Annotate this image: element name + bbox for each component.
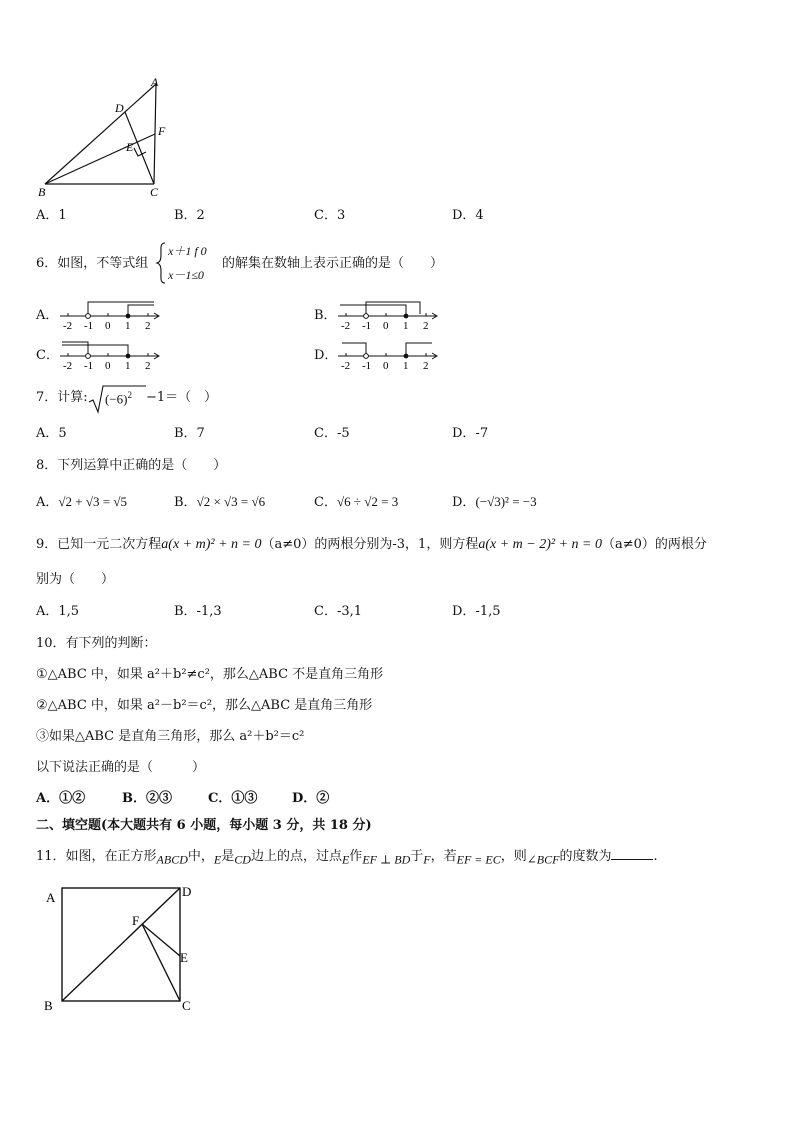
- label-e: E: [126, 140, 134, 154]
- label-b: B: [38, 185, 46, 199]
- q10-option-b[interactable]: B．②③: [122, 791, 172, 806]
- q8-option-c[interactable]: C．√6 ÷ √2 = 3: [314, 494, 399, 510]
- q6-option-d[interactable]: D．: [314, 348, 338, 363]
- label-d: D: [115, 101, 124, 115]
- q6-option-c[interactable]: C．: [36, 348, 59, 363]
- q7-stem-post: −1＝（ ）: [146, 390, 218, 405]
- number-line-b[interactable]: [336, 298, 446, 332]
- label-b: B: [44, 998, 53, 1013]
- label-f: F: [132, 913, 140, 928]
- q6-inequality-1: x＋1 f 0: [168, 244, 207, 258]
- q7-stem-pre: 7．计算:: [36, 390, 88, 405]
- q10-judgement-2: ②△ABC 中，如果 a²－b²＝c²，那么△ABC 是直角三角形: [36, 698, 373, 713]
- q5-option-c[interactable]: C．3: [314, 208, 346, 223]
- svg-text:-1: -1: [362, 320, 372, 332]
- q9-option-a[interactable]: A．1,5: [36, 604, 80, 619]
- q5-option-b[interactable]: B．2: [174, 208, 205, 223]
- label-d: D: [182, 884, 192, 899]
- svg-text:1: 1: [125, 320, 131, 332]
- svg-text:0: 0: [383, 320, 389, 332]
- svg-text:-1: -1: [362, 360, 372, 372]
- svg-text:2: 2: [423, 320, 429, 332]
- q10-option-a[interactable]: A．①②: [36, 791, 86, 806]
- q6-option-a[interactable]: A．: [36, 308, 59, 323]
- q8-option-b[interactable]: B．√2 × √3 = √6: [174, 494, 266, 510]
- label-c: C: [150, 185, 159, 199]
- number-line-a[interactable]: [58, 298, 168, 332]
- svg-text:-2: -2: [341, 360, 351, 372]
- q8-option-d[interactable]: D．(−√3)² = −3: [452, 494, 537, 510]
- svg-text:1: 1: [125, 360, 131, 372]
- q10-judgement-3: ③如果△ABC 是直角三角形，那么 a²＋b²＝c²: [36, 729, 305, 744]
- number-line-d[interactable]: [336, 338, 446, 372]
- q10-option-d[interactable]: D．②: [292, 791, 330, 806]
- q10-ask: 以下说法正确的是（ ）: [36, 760, 206, 775]
- segment-bf: [45, 134, 155, 184]
- answer-blank[interactable]: [611, 847, 653, 860]
- svg-text:0: 0: [105, 360, 111, 372]
- number-line-c[interactable]: [58, 338, 168, 372]
- svg-text:0: 0: [105, 320, 111, 332]
- svg-text:-1: -1: [84, 320, 94, 332]
- q8-option-a[interactable]: A．√2 + √3 = √5: [36, 494, 127, 510]
- label-f: F: [158, 124, 166, 138]
- q6-stem-pre: 6．如图，不等式组: [36, 256, 149, 271]
- q9-option-b[interactable]: B．-1,3: [174, 604, 222, 619]
- q7-radicand: $(-6)^2$: [105, 390, 132, 407]
- svg-text:-2: -2: [63, 360, 73, 372]
- q10-judgement-1: ①△ABC 中，如果 a²＋b²≠c²，那么△ABC 不是直角三角形: [36, 667, 384, 682]
- svg-text:2: 2: [145, 360, 151, 372]
- label-a: A: [151, 75, 159, 89]
- q6-stem-post: 的解集在数轴上表示正确的是（ ）: [222, 256, 444, 271]
- label-e: E: [180, 950, 188, 965]
- q7-option-b[interactable]: B．7: [174, 426, 205, 441]
- q7-option-a[interactable]: A．5: [36, 426, 67, 441]
- svg-text:0: 0: [383, 360, 389, 372]
- square-figure-q11: [40, 878, 210, 1018]
- q9-option-d[interactable]: D．-1,5: [452, 604, 501, 619]
- segment-fe: [142, 924, 180, 956]
- q7-option-c[interactable]: C．-5: [314, 426, 350, 441]
- q9-stem-line1: 9．已知一元二次方程a(x + m)² + n = 0（a≠0）的两根分别为-3，1，则方程a(x + m − 2)² + n = 0（a≠0）的两根分: [36, 537, 707, 552]
- segment-ba: [45, 84, 156, 184]
- q7-option-d[interactable]: D．-7: [452, 426, 489, 441]
- svg-text:-2: -2: [63, 320, 73, 332]
- svg-text:1: 1: [403, 320, 409, 332]
- q9-stem-line2: 别为（ ）: [36, 572, 115, 587]
- svg-text:1: 1: [403, 360, 409, 372]
- q6-inequality-2: x－1≤0: [168, 268, 204, 282]
- section-2-heading: 二、填空题(本大题共有 6 小题，每小题 3 分，共 18 分): [36, 818, 372, 833]
- segment-fc: [142, 924, 180, 1001]
- q11-stem: 11．如图，在正方形$_{ABCD}$中，$_E$是$_{CD}$边上的点，过点$_E$作$_{EF \perp BD}$于$_F$，若$_{EF = EC}$，则$_{\angle BCF}$的度数为 .: [36, 849, 658, 867]
- q8-stem: 8．下列运算中正确的是（ ）: [36, 458, 227, 473]
- diagonal-bd: [62, 888, 180, 1001]
- q10-stem: 10．有下列的判断：: [36, 636, 157, 651]
- svg-text:-2: -2: [341, 320, 351, 332]
- label-a: A: [46, 890, 56, 905]
- label-c: C: [182, 998, 191, 1013]
- q6-option-b[interactable]: B．: [314, 308, 337, 323]
- svg-text:-1: -1: [84, 360, 94, 372]
- inequality-brace: [156, 242, 166, 284]
- q9-option-c[interactable]: C．-3,1: [314, 604, 363, 619]
- q5-option-a[interactable]: A．1: [36, 208, 67, 223]
- q10-option-c[interactable]: C．①③: [208, 791, 258, 806]
- q5-option-d[interactable]: D．4: [452, 208, 484, 223]
- svg-text:2: 2: [145, 320, 151, 332]
- triangle-figure-q5: [30, 72, 180, 202]
- svg-text:2: 2: [423, 360, 429, 372]
